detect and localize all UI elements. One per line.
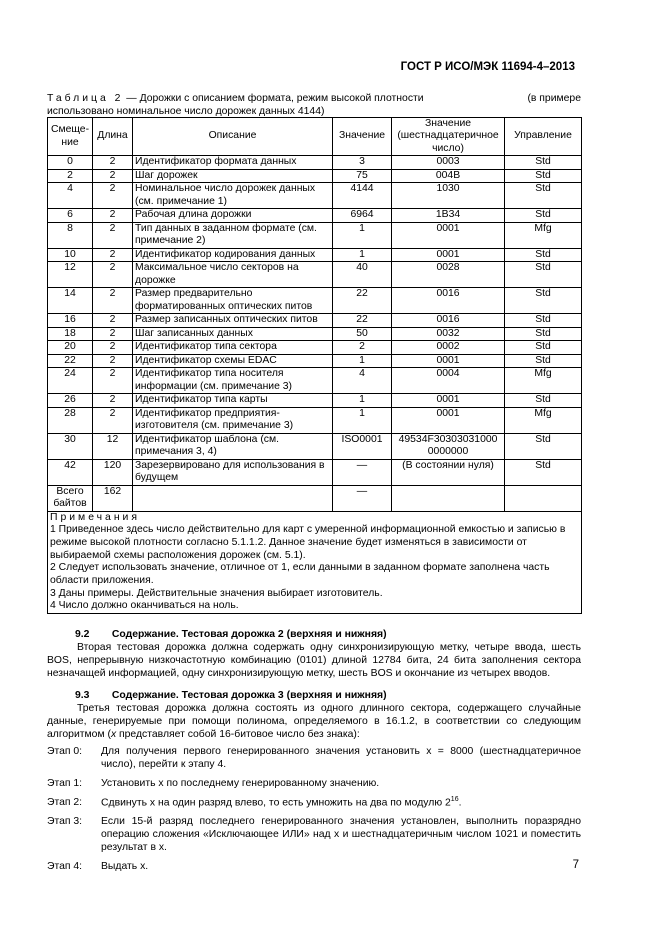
cell-hex: 0001 [392,354,505,367]
step-2-main: Сдвинуть x на один разряд влево, то есть умножить на два по модулю 2 [101,797,451,809]
section-9-3-title: Содержание. Тестовая дорожка 3 (верхняя и нижняя) [111,690,387,701]
section-9-3-number: 9.3 [75,690,90,701]
cell-hex: 0002 [392,341,505,354]
step-text [101,796,581,809]
cell-value: — [333,459,392,485]
cell-hex: 0001 [392,407,505,433]
cell-description: Размер предварительно форматированных оптических питов [133,288,333,314]
section-9-2-paragraph: Вторая тестовая дорожка должна содержать одну синхронизирующую метку, четыре ввода, шесть BOS, непрерывную низкочастотную комбинацию (0101) длиной 12784 бита, 24 бита заполнения сектора незначащей информацией, одну синхронизирующую метку, шесть BOS и окончание из четырех вводов. [47,642,581,679]
cell-control: Std [505,209,582,222]
table-row [48,368,582,394]
table-row [48,169,582,182]
cell-hex: 49534F30303031000 0000000 [392,433,505,459]
cell-control: Std [505,394,582,407]
cell-value: 4144 [333,183,392,209]
caption-text: — Дорожки с описанием формата, режим высокой плотности [126,93,424,104]
cell-value: 3 [333,156,392,169]
caption-paren: (в примере [527,93,581,104]
cell-hex: 0001 [392,394,505,407]
step-text: Для получения первого генерированного значения установить x = 8000 (шестнадцатеричное число), перейти к этапу 4. [101,746,581,770]
cell-control [505,485,582,511]
table-row [48,314,582,327]
step-2-superscript: 16 [450,796,459,803]
cell-control: Std [505,183,582,209]
cell-control: Std [505,314,582,327]
cell-length: 2 [93,314,133,327]
section-9-3-var-x: x [110,729,117,740]
cell-control: Std [505,169,582,182]
cell-hex: 004B [392,169,505,182]
cell-hex: 0016 [392,288,505,314]
document-number-header: ГОСТ Р ИСО/МЭК 11694-4–2013 [400,61,575,73]
cell-offset: 0 [48,156,93,169]
cell-description: Шаг записанных данных [133,327,333,340]
cell-length: 2 [93,183,133,209]
table-row [48,407,582,433]
cell-length: 2 [93,394,133,407]
cell-length: 2 [93,222,133,248]
cell-description: Идентификатор кодирования данных [133,248,333,261]
cell-value: 6964 [333,209,392,222]
cell-offset: 2 [48,169,93,182]
step-label: Этап 0: [47,746,83,757]
cell-control: Std [505,288,582,314]
cell-control: Std [505,262,582,288]
step-2-tail: . [458,797,462,809]
step-text: Установить x по последнему генерированному значению. [101,778,380,789]
step-label: Этап 1: [47,778,83,789]
cell-description: Идентификатор типа носителя информации (см. примечание 3) [133,368,333,394]
note-4: 4 Число должно оканчиваться на ноль. [50,600,239,612]
section-9-2-number: 9.2 [75,629,90,640]
cell-hex [392,485,505,511]
cell-offset: 42 [48,459,93,485]
cell-hex: 1B34 [392,209,505,222]
section-9-3 [47,689,581,879]
table-caption [47,93,581,118]
table-row [48,209,582,222]
cell-length: 2 [93,341,133,354]
cell-control: Std [505,156,582,169]
cell-length: 2 [93,262,133,288]
header-offset: Смеще-ние [48,118,93,156]
section-9-2 [47,628,581,680]
cell-description: Шаг дорожек [133,169,333,182]
algorithm-steps [47,745,581,873]
step-text: Если 15-й разряд последнего генерированного значения установлен, выполнить поразрядно операцию сложения «Исключающее ИЛИ» над x и шестнадцатеричным числом 1021 и поместить результат в x. [101,816,581,854]
cell-control: Std [505,354,582,367]
cell-offset: 22 [48,354,93,367]
cell-description: Зарезервировано для использования в будущем [133,459,333,485]
note-1: 1 Приведенное здесь число действительно для карт с умеренной информационной емкостью и записью в режиме высокой плотности согласно 5.1.1.2. Данное значение будет изменяться в зависимости от выбираемой схемы расположения дорожек (см. 5.1). [50,524,566,561]
cell-length: 2 [93,327,133,340]
cell-offset: 20 [48,341,93,354]
cell-value: 1 [333,354,392,367]
cell-hex: 0028 [392,262,505,288]
cell-length: 2 [93,288,133,314]
cell-hex: 0001 [392,222,505,248]
table-header-row [48,118,582,156]
cell-value: 4 [333,368,392,394]
cell-description: Идентификатор схемы EDAC [133,354,333,367]
cell-length: 2 [93,209,133,222]
note-2: 2 Следует использовать значение, отличное от 1, если данными в заданном формате заполнена часть области приложения. [50,562,550,586]
cell-value: 2 [333,341,392,354]
table-row [48,156,582,169]
cell-value: 50 [333,327,392,340]
table-row [48,354,582,367]
table-row [48,341,582,354]
cell-hex: 0004 [392,368,505,394]
section-9-3-text-a: Третья тестовая дорожка должна состоять из одного длинного сектора, содержащего случайные данные, генерируемые при помощи полинома, определяемого в 16.1.2, в соответствии со следующим алгоритмом ( [47,703,581,740]
header-length: Длина [93,118,133,156]
step-2 [47,796,581,809]
cell-offset: 26 [48,394,93,407]
cell-description: Идентификатор формата данных [133,156,333,169]
cell-control: Mfg [505,368,582,394]
caption-line2: использовано номинальное число дорожек данных 4144) [47,105,325,117]
section-9-2-heading [47,628,581,641]
cell-control: Std [505,459,582,485]
table-row [48,485,582,511]
header-control: Управление [505,118,582,156]
cell-length: 2 [93,368,133,394]
cell-offset: 12 [48,262,93,288]
cell-value: 40 [333,262,392,288]
cell-offset: 16 [48,314,93,327]
cell-hex: (В состоянии нуля) [392,459,505,485]
cell-description: Размер записанных оптических питов [133,314,333,327]
step-0 [47,745,581,771]
cell-hex: 1030 [392,183,505,209]
cell-control: Mfg [505,222,582,248]
header-value: Значение [333,118,392,156]
cell-value: 1 [333,248,392,261]
section-9-3-heading [47,689,581,702]
cell-length: 162 [93,485,133,511]
cell-hex: 0001 [392,248,505,261]
cell-description: Идентификатор шаблона (см. примечания 3, 4) [133,433,333,459]
table-row [48,394,582,407]
section-9-3-text-b: представляет собой 16-битовое число без знака): [116,729,360,740]
cell-control: Std [505,327,582,340]
step-text: Выдать x. [101,861,149,873]
table-row [48,248,582,261]
cell-hex: 0016 [392,314,505,327]
cell-value: 1 [333,407,392,433]
cell-control: Std [505,341,582,354]
cell-offset: 8 [48,222,93,248]
notes-row [48,511,582,614]
cell-offset: 6 [48,209,93,222]
cell-description: Идентификатор типа сектора [133,341,333,354]
notes-title: Примечания [50,511,140,523]
section-9-2-title: Содержание. Тестовая дорожка 2 (верхняя и нижняя) [111,629,387,640]
page-number: 7 [572,859,579,871]
cell-value: 22 [333,314,392,327]
cell-length: 2 [93,169,133,182]
cell-value: — [333,485,392,511]
header-description: Описание [133,118,333,156]
cell-length: 12 [93,433,133,459]
cell-offset: Всего байтов [48,485,93,511]
step-4 [47,860,581,873]
table-row [48,222,582,248]
cell-control: Mfg [505,407,582,433]
cell-offset: 14 [48,288,93,314]
cell-description [133,485,333,511]
cell-offset: 28 [48,407,93,433]
cell-offset: 10 [48,248,93,261]
note-3: 3 Даны примеры. Действительные значения выбирает изготовитель. [50,587,383,599]
cell-description: Идентификатор типа карты [133,394,333,407]
step-1 [47,777,581,790]
table-row [48,327,582,340]
notes-cell [48,511,582,614]
step-label: Этап 4: [47,861,83,873]
cell-description: Номинальное число дорожек данных (см. примечание 1) [133,183,333,209]
cell-length: 120 [93,459,133,485]
cell-description: Максимальное число секторов на дорожке [133,262,333,288]
cell-offset: 4 [48,183,93,209]
caption-label: Таблица 2 [47,93,124,104]
header-hex-value: Значение (шестнадцатеричное число) [392,118,505,156]
cell-length: 2 [93,156,133,169]
section-9-3-paragraph [47,702,581,741]
table-row [48,433,582,459]
table-row [48,459,582,485]
cell-hex: 0003 [392,156,505,169]
cell-length: 2 [93,354,133,367]
cell-length: 2 [93,407,133,433]
table-row [48,288,582,314]
cell-offset: 24 [48,368,93,394]
cell-value: 75 [333,169,392,182]
table-row [48,262,582,288]
cell-control: Std [505,248,582,261]
cell-hex: 0032 [392,327,505,340]
step-label: Этап 3: [47,816,83,828]
step-3 [47,815,581,854]
step-label: Этап 2: [47,797,83,808]
cell-value: 1 [333,222,392,248]
table-row [48,183,582,209]
cell-length: 2 [93,248,133,261]
cell-description: Тип данных в заданном формате (см. примечание 2) [133,222,333,248]
cell-offset: 18 [48,327,93,340]
cell-description: Рабочая длина дорожки [133,209,333,222]
cell-value: ISO0001 [333,433,392,459]
cell-offset: 30 [48,433,93,459]
cell-value: 1 [333,394,392,407]
format-tracks-table [47,117,582,614]
cell-control: Std [505,433,582,459]
cell-value: 22 [333,288,392,314]
cell-description: Идентификатор предприятия-изготовителя (см. примечание 3) [133,407,333,433]
